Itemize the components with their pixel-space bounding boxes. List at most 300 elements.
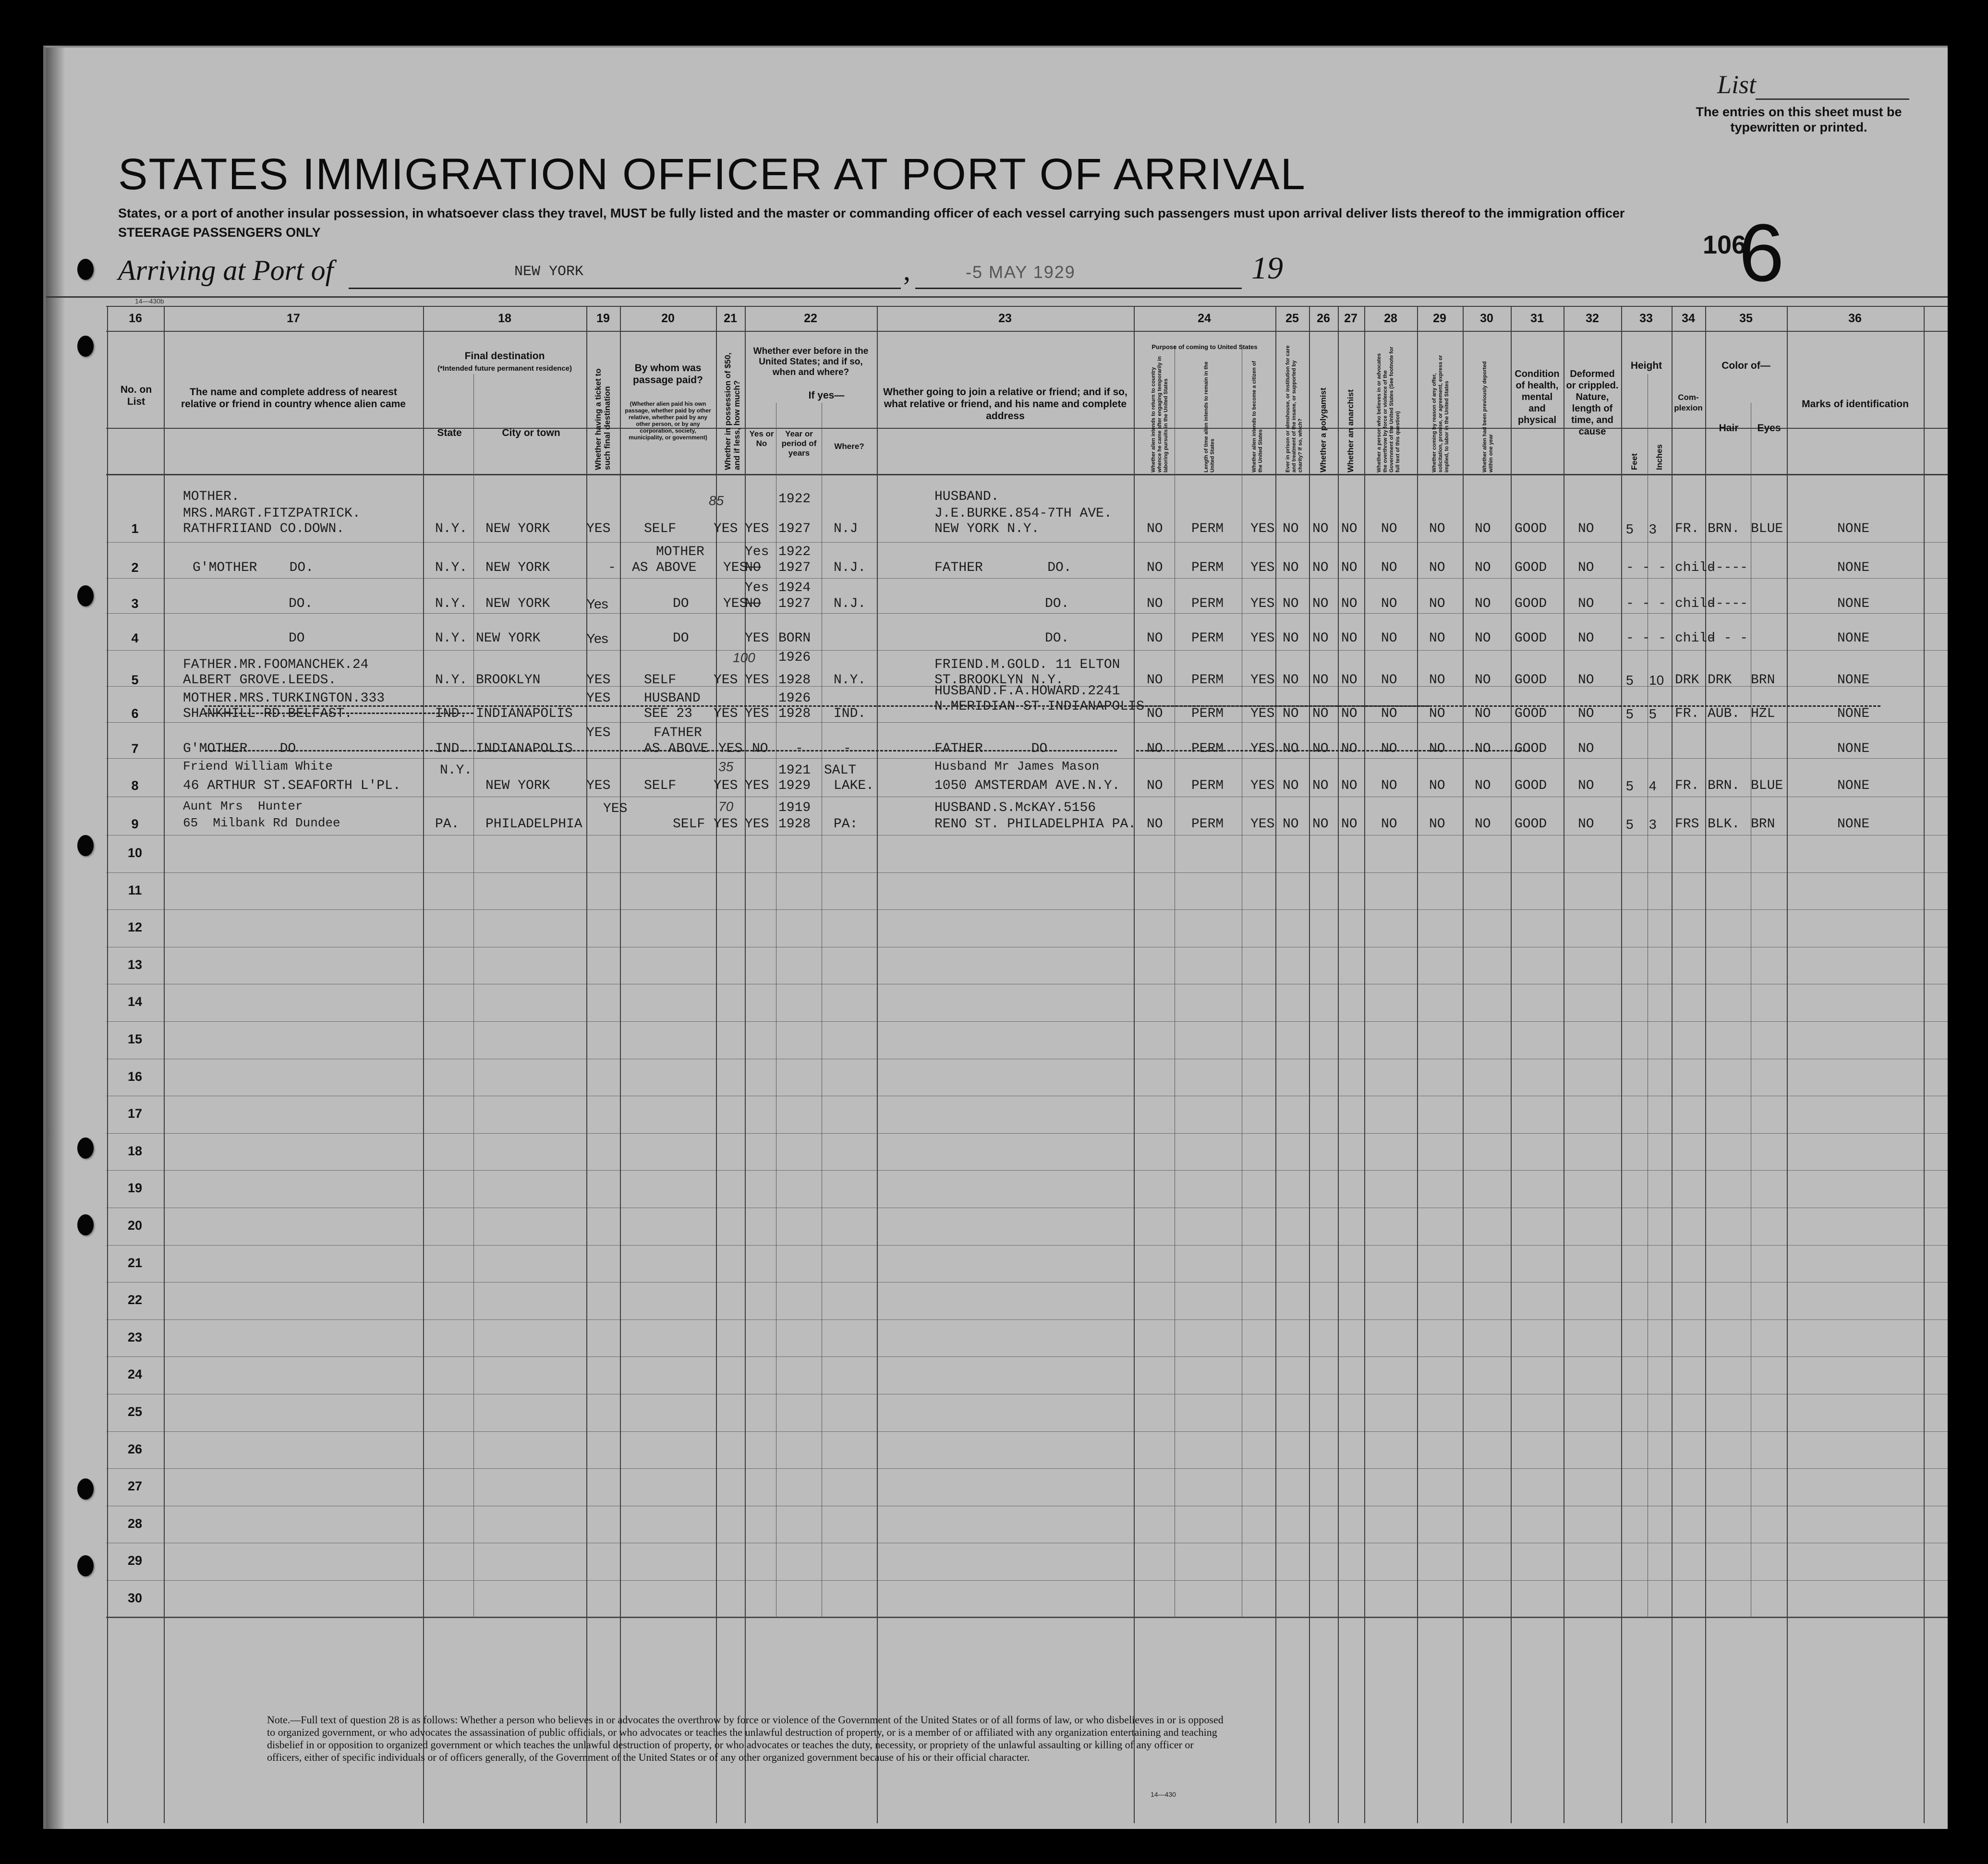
r9-year: 1919 (778, 800, 811, 815)
r6-strike-line (205, 713, 473, 714)
r8-where: SALT (824, 763, 857, 778)
r2-complexion: child (1675, 560, 1716, 575)
r8-hair: BRN. (1708, 778, 1740, 793)
r4-length: PERM (1191, 631, 1224, 646)
r8-overthrow: NO (1381, 778, 1397, 793)
r1-money-hand: 85 (709, 493, 724, 508)
r8-money: YES (714, 778, 738, 793)
r7-join: FATHER DO (934, 741, 1048, 756)
r7-length: PERM (1191, 741, 1224, 756)
hdr-passage-note: (Whether alien paid his own passage, whether paid by other relative, whether paid by any other person, or by any corporation, society, municipality, or government) (625, 400, 711, 441)
colnum-26: 26 (1317, 312, 1330, 325)
row-number: 6 (131, 706, 139, 721)
r3-year: 1924 (778, 581, 811, 595)
r2-overthrow: NO (1381, 560, 1397, 575)
r2-paid: AS ABOVE (632, 560, 697, 575)
r1-relative: MOTHER. (183, 489, 240, 504)
footnote: Note.—Full text of question 28 is as follows: Whether a person who believes in or advocates the overthrow by force or violence of the Government of the United States or of all forms of law, or who disbelieves in or is opposed to organized government, or who advocates the assassination of public officials, or who advocates or teaches the unlawful destruction of property, or is a member of or affiliated with any organization entertaining and teaching disbelief in or opposition to organized government or which teaches the unlawful destruction of property, or who advocates or teaches the duty, necessity, or propriety of the unlawful assaulting or killing of any officer or officers, either of specific individuals or of officers generally, of the Government of the United States or of any other organized government because of his or their official character. (267, 1714, 1224, 1763)
r2-before: NO (745, 560, 761, 575)
col-line (877, 306, 878, 1823)
r2-where: N.J. (834, 560, 866, 575)
r7-where: - (843, 741, 851, 756)
r9-year: 1928 (778, 817, 811, 832)
r8-feet: 5 (1626, 778, 1634, 793)
col-line (1924, 306, 1925, 1823)
page-title: STATES IMMIGRATION OFFICER AT PORT OF ARRIVAL (118, 150, 1306, 199)
colnum-30: 30 (1480, 312, 1493, 325)
r5-money-hand: 100 (733, 650, 755, 665)
r9-paid: SELF (673, 817, 705, 832)
hdr-passage-paid: By whom was passage paid? (633, 363, 703, 386)
r5-length: PERM (1191, 673, 1224, 688)
r2-state: N.Y. (435, 560, 468, 575)
r9-health: GOOD (1515, 817, 1547, 832)
r9-ticket: YES (603, 801, 628, 816)
row-number: 17 (127, 1106, 143, 1121)
row-number: 26 (127, 1442, 143, 1456)
r5-where: N.Y. (834, 673, 866, 688)
r1-year: 1927 (778, 521, 811, 536)
row-number: 15 (127, 1032, 143, 1046)
r5-join: ST.BROOKLYN N.Y. (934, 673, 1064, 688)
r3-polygamist: NO (1312, 596, 1329, 611)
hdr-purpose: Purpose of coming to United States (1152, 343, 1258, 351)
col-line (1705, 306, 1706, 1823)
hdr-ticket: Whether having a ticket to such final destination (594, 368, 612, 470)
r7-deported: NO (1475, 741, 1491, 756)
r6-paid: SEE 23 (644, 706, 692, 721)
r8-eyes: BLUE (1751, 778, 1783, 793)
r3-anarchist: NO (1341, 596, 1358, 611)
r5-overthrow: NO (1381, 673, 1397, 688)
r6-year: 1926 (778, 691, 811, 706)
r4-height-dashes: - - - (1626, 631, 1667, 646)
r4-marks: NONE (1837, 631, 1870, 646)
r9-eyes: BRN (1751, 817, 1775, 832)
r3-marks: NONE (1837, 596, 1870, 611)
r1-state: N.Y. (435, 521, 468, 536)
hdr-color-of: Color of— (1721, 360, 1770, 371)
r1-relative: MRS.MARGT.FITZPATRICK. (183, 506, 361, 521)
hdr-polygamist: Whether a polygamist (1319, 387, 1328, 472)
r9-money: YES (714, 817, 738, 832)
colnum-21: 21 (724, 312, 737, 325)
hdr-eyes: Eyes (1757, 423, 1781, 434)
r8-return: NO (1147, 778, 1163, 793)
r6-join: N.MERIDIAN ST.INDIANAPOLIS (934, 699, 1144, 714)
r8-polygamist: NO (1312, 778, 1329, 793)
colnum-20: 20 (661, 312, 675, 325)
r9-deported: NO (1475, 817, 1491, 832)
r3-height-dashes: - - - (1626, 596, 1667, 611)
r1-offer: NO (1429, 521, 1445, 536)
r8-state: N.Y. (440, 763, 473, 778)
r7-state: IND. (435, 741, 468, 756)
row-number: 2 (131, 560, 139, 575)
r6-paid: HUSBAND (644, 691, 701, 706)
r1-prison: NO (1283, 521, 1299, 536)
r9-deformed: NO (1578, 817, 1594, 832)
col-line (1134, 306, 1135, 1823)
r8-anarchist: NO (1341, 778, 1358, 793)
year-prefix: 19 (1251, 251, 1283, 286)
r6-before: YES (745, 706, 769, 721)
row-number: 28 (127, 1516, 143, 1531)
colnum-34: 34 (1682, 312, 1695, 325)
r4-paid: DO (673, 631, 689, 646)
r7-offer: NO (1429, 741, 1445, 756)
row-number: 7 (131, 741, 139, 756)
colnum-28: 28 (1384, 312, 1397, 325)
r5-before: YES (745, 673, 769, 688)
r9-relative: Aunt Mrs Hunter (183, 799, 303, 813)
row-number: 5 (131, 673, 139, 687)
r6-relative: SHANKHILL RD.BELFAST. (183, 706, 352, 721)
r8-where: LAKE. (834, 778, 874, 793)
r5-eyes: BRN (1751, 673, 1775, 688)
r2-year: 1927 (778, 560, 811, 575)
col-line (1364, 306, 1365, 1823)
r5-city: BROOKLYN (476, 673, 541, 688)
r1-where: N.J (834, 521, 858, 536)
r8-health: GOOD (1515, 778, 1547, 793)
row-number: 24 (127, 1367, 143, 1381)
r5-anarchist: NO (1341, 673, 1358, 688)
hdr-prison: Ever in prison or almshouse, or institution for care and treatment of the insane, or supported by charity? If so, which? (1285, 345, 1303, 472)
r4-before: BORN (778, 631, 811, 646)
r1-hair: BRN. (1708, 521, 1740, 536)
r2-prison: NO (1283, 560, 1299, 575)
r3-deformed: NO (1578, 596, 1594, 611)
r5-inches: 10 (1649, 673, 1664, 688)
r9-state: PA. (435, 817, 460, 832)
binder-hole (77, 1478, 94, 1500)
r1-citizen: YES (1250, 521, 1275, 536)
r4-overthrow: NO (1381, 631, 1397, 646)
row-number: 3 (131, 596, 139, 611)
r2-offer: NO (1429, 560, 1445, 575)
r1-polygamist: NO (1312, 521, 1329, 536)
r9-return: NO (1147, 817, 1163, 832)
col-line (1672, 306, 1673, 1823)
r6-eyes: HZL (1751, 706, 1775, 721)
r9-money-hand: 70 (718, 799, 734, 814)
row-number: 22 (127, 1293, 143, 1307)
r3-before: Yes (745, 581, 769, 595)
r4-offer: NO (1429, 631, 1445, 646)
row-number: 9 (131, 817, 139, 831)
row-number: 20 (127, 1218, 143, 1233)
col-line (1275, 306, 1276, 1823)
r2-hair: ----- (1708, 560, 1748, 575)
row-number: 8 (131, 778, 139, 793)
r1-overthrow: NO (1381, 521, 1397, 536)
r1-complexion: FR. (1675, 521, 1699, 536)
hdr-fifty-dollars: Whether in possession of $50, and if less, how much? (723, 352, 741, 470)
r6-join: HUSBAND.F.A.HOWARD.2241 (934, 684, 1120, 699)
r6-offer: NO (1429, 706, 1445, 721)
r1-year: 1922 (778, 492, 811, 507)
r5-health: GOOD (1515, 673, 1547, 688)
col-line (1621, 306, 1622, 1823)
r2-length: PERM (1191, 560, 1224, 575)
r5-deformed: NO (1578, 673, 1594, 688)
r4-anarchist: NO (1341, 631, 1358, 646)
hdr-deported: Whether alien had been previously deported within one year (1482, 361, 1494, 472)
list-number: 106 (1703, 230, 1746, 259)
r8-year: 1929 (778, 778, 811, 793)
r3-ticket: Yes (586, 596, 608, 611)
r3-deported: NO (1475, 596, 1491, 611)
r6-relative: MOTHER.MRS.TURKINGTON.333 (183, 691, 385, 706)
r4-ticket: Yes (586, 631, 608, 646)
r1-marks: NONE (1837, 521, 1870, 536)
r1-deformed: NO (1578, 521, 1594, 536)
colnum-18: 18 (498, 312, 511, 325)
r5-relative: ALBERT GROVE.LEEDS. (183, 673, 337, 688)
r3-where: N.J. (834, 596, 866, 611)
r6-year: 1928 (778, 706, 811, 721)
r9-offer: NO (1429, 817, 1445, 832)
row-number: 19 (127, 1181, 143, 1195)
col-line (423, 306, 424, 1823)
r3-hair: ----- (1708, 596, 1748, 611)
col-line (107, 306, 108, 1823)
r1-ticket: YES (586, 521, 611, 536)
r4-complexion: child (1675, 631, 1716, 646)
r8-relative: 46 ARTHUR ST.SEAFORTH L'PL. (183, 778, 401, 793)
row-number: 18 (127, 1144, 143, 1158)
port-value: NEW YORK (514, 264, 584, 280)
r1-before: YES (745, 521, 769, 536)
r5-join: FRIEND.M.GOLD. 11 ELTON (934, 657, 1120, 672)
r1-anarchist: NO (1341, 521, 1358, 536)
r4-state: N.Y. (435, 631, 468, 646)
row-number: 14 (127, 994, 143, 1009)
r9-overthrow: NO (1381, 817, 1397, 832)
r8-paid: SELF (644, 778, 677, 793)
r3-prison: NO (1283, 596, 1299, 611)
r7-deformed: NO (1578, 741, 1594, 756)
typewritten-note: The entries on this sheet must be typewritten or printed. (1696, 105, 1902, 134)
hdr-state: State (437, 427, 462, 438)
colnum-29: 29 (1433, 312, 1446, 325)
r9-citizen: YES (1250, 817, 1275, 832)
r7-return: NO (1147, 741, 1163, 756)
r8-citizen: YES (1250, 778, 1275, 793)
hdr-return: Whether alien intends to return to country whence he came after engaging temporarily in laboring pursuits in the United States (1151, 356, 1169, 472)
r6-complexion: FR. (1675, 706, 1699, 721)
hdr-height: Height (1630, 360, 1662, 371)
colnum-32: 32 (1586, 312, 1599, 325)
r9-join: RENO ST. PHILADELPHIA PA. (934, 817, 1137, 832)
colnum-27: 27 (1344, 312, 1358, 325)
comma: , (903, 254, 910, 286)
hdr-feet: Feet (1630, 453, 1639, 470)
binder-hole (77, 336, 94, 357)
page-edge-shadow (46, 48, 65, 1829)
hdr-inches: Inches (1655, 444, 1664, 470)
r9-city: PHILADELPHIA (485, 817, 582, 832)
row-number: 12 (127, 920, 143, 934)
hdr-length: Length of time alien intends to remain in the United States (1203, 361, 1215, 472)
binder-hole (77, 585, 94, 606)
r4-return: NO (1147, 631, 1163, 646)
r8-inches: 4 (1649, 778, 1657, 793)
r6-money: YES (714, 706, 738, 721)
r1-money: YES (714, 521, 738, 536)
r7-city: INDIANAPOLIS (476, 741, 573, 756)
date-fill-line (915, 288, 1242, 289)
r5-state: N.Y. (435, 673, 468, 688)
r6-polygamist: NO (1312, 706, 1329, 721)
colnum-23: 23 (998, 312, 1012, 325)
r5-year: 1926 (778, 650, 811, 665)
r3-offer: NO (1429, 596, 1445, 611)
r9-feet: 5 (1626, 817, 1634, 832)
r4-prison: NO (1283, 631, 1299, 646)
r6-anarchist: NO (1341, 706, 1358, 721)
r3-before: NO (745, 596, 761, 611)
colnum-19: 19 (596, 312, 610, 325)
col-line (1417, 306, 1418, 1823)
r3-citizen: YES (1250, 596, 1275, 611)
r9-complexion: FRS (1675, 817, 1699, 832)
r7-citizen: YES (1250, 741, 1275, 756)
r5-citizen: YES (1250, 673, 1275, 688)
colnum-17: 17 (287, 312, 300, 325)
r3-paid: DO (673, 596, 689, 611)
r6-prison: NO (1283, 706, 1299, 721)
row-number: 1 (131, 521, 139, 536)
r7-health: GOOD (1515, 741, 1547, 756)
r6-citizen: YES (1250, 706, 1275, 721)
colnum-36: 36 (1848, 312, 1862, 325)
strike-line (1136, 750, 1530, 751)
r4-health: GOOD (1515, 631, 1547, 646)
row-number: 21 (127, 1256, 143, 1270)
r5-prison: NO (1283, 673, 1299, 688)
colnum-25: 25 (1285, 312, 1299, 325)
r2-relative: G'MOTHER DO. (193, 560, 314, 575)
r9-polygamist: NO (1312, 817, 1329, 832)
hdr-hair: Hair (1719, 423, 1739, 434)
r6-return: NO (1147, 706, 1163, 721)
r2-paid: MOTHER (656, 545, 704, 559)
r8-ticket: YES (586, 778, 611, 793)
binder-hole (77, 1214, 94, 1235)
r9-hair: BLK. (1708, 817, 1740, 832)
colnum-16: 16 (129, 312, 142, 325)
r1-return: NO (1147, 521, 1163, 536)
r3-city: NEW YORK (485, 596, 550, 611)
page-subtitle: States, or a port of another insular possession, in whatsoever class they travel, MUST be fully listed and the master or commanding officer of each vessel carrying such passengers must upon arrival deliver lists thereof to the immigration officer (118, 206, 1625, 220)
r2-polygamist: NO (1312, 560, 1329, 575)
r2-ticket: - (608, 560, 616, 575)
r3-complexion: child (1675, 596, 1716, 611)
r1-deported: NO (1475, 521, 1491, 536)
hdr-health: Condition of health, mental and physical (1515, 369, 1560, 425)
r4-deported: NO (1475, 631, 1491, 646)
r7-polygamist: NO (1312, 741, 1329, 756)
r6-feet: 5 (1626, 706, 1634, 721)
col-line (1787, 306, 1788, 1823)
r6-overthrow: NO (1381, 706, 1397, 721)
r1-eyes: BLUE (1751, 521, 1783, 536)
r6-health: GOOD (1515, 706, 1547, 721)
hdr-yes-no: Yes or No (749, 429, 774, 448)
row-number: 16 (127, 1069, 143, 1084)
r5-feet: 5 (1626, 673, 1634, 688)
r1-feet: 5 (1626, 521, 1634, 536)
r7-prison: NO (1283, 741, 1299, 756)
hdr-if-yes: If yes— (808, 390, 845, 401)
r3-health: GOOD (1515, 596, 1547, 611)
hdr-where: Where? (834, 442, 864, 451)
colnum-31: 31 (1530, 312, 1544, 325)
r2-height-dashes: - - - (1626, 560, 1667, 575)
r6-inches: 5 (1649, 706, 1657, 721)
r6-deformed: NO (1578, 706, 1594, 721)
r3-overthrow: NO (1381, 596, 1397, 611)
list-number-handwritten: 6 (1739, 207, 1784, 299)
r7-overthrow: NO (1381, 741, 1397, 756)
r6-ticket: YES (586, 691, 611, 706)
binder-hole (77, 1555, 94, 1576)
r3-return: NO (1147, 596, 1163, 611)
r9-join: HUSBAND.S.McKAY.5156 (934, 800, 1096, 815)
colnum-24: 24 (1198, 312, 1211, 325)
r1-join: NEW YORK N.Y. (934, 521, 1040, 536)
r4-hair: - - - (1708, 631, 1748, 646)
r3-join: DO. (1045, 596, 1069, 611)
col-line (164, 306, 165, 1823)
r2-marks: NONE (1837, 560, 1870, 575)
col-line (1338, 306, 1339, 1823)
r5-deported: NO (1475, 673, 1491, 688)
port-fill-line (349, 288, 901, 289)
r7-paid: FATHER (654, 726, 702, 740)
binder-hole (77, 1138, 94, 1159)
r9-length: PERM (1191, 817, 1224, 832)
r2-year: 1922 (778, 545, 811, 559)
hdr-year: Year or period of years (781, 429, 817, 458)
r7-before: NO (752, 741, 768, 756)
r8-relative: Friend William White (183, 759, 333, 774)
r9-relative: 65 Milbank Rd Dundee (183, 816, 340, 830)
row-number: 25 (127, 1404, 143, 1419)
r8-city: NEW YORK (485, 778, 550, 793)
r5-year: 1928 (778, 673, 811, 688)
r8-deported: NO (1475, 778, 1491, 793)
colnum-33: 33 (1639, 312, 1653, 325)
row-number: 30 (127, 1591, 143, 1605)
hdr-marks: Marks of identification (1802, 399, 1909, 410)
r7-strike-line (205, 750, 1117, 751)
r4-citizen: YES (1250, 631, 1275, 646)
r1-health: GOOD (1515, 521, 1547, 536)
r2-deformed: NO (1578, 560, 1594, 575)
r8-year: 1921 (778, 763, 811, 778)
r6-where: IND. (834, 706, 866, 721)
r9-inches: 3 (1649, 817, 1657, 832)
r8-join: 1050 AMSTERDAM AVE.N.Y. (934, 778, 1120, 793)
r5-relative: FATHER.MR.FOOMANCHEK.24 (183, 657, 369, 672)
r8-join: Husband Mr James Mason (934, 759, 1100, 774)
r8-marks: NONE (1837, 778, 1870, 793)
r6-length: PERM (1191, 706, 1224, 721)
row-number: 10 (127, 846, 143, 860)
